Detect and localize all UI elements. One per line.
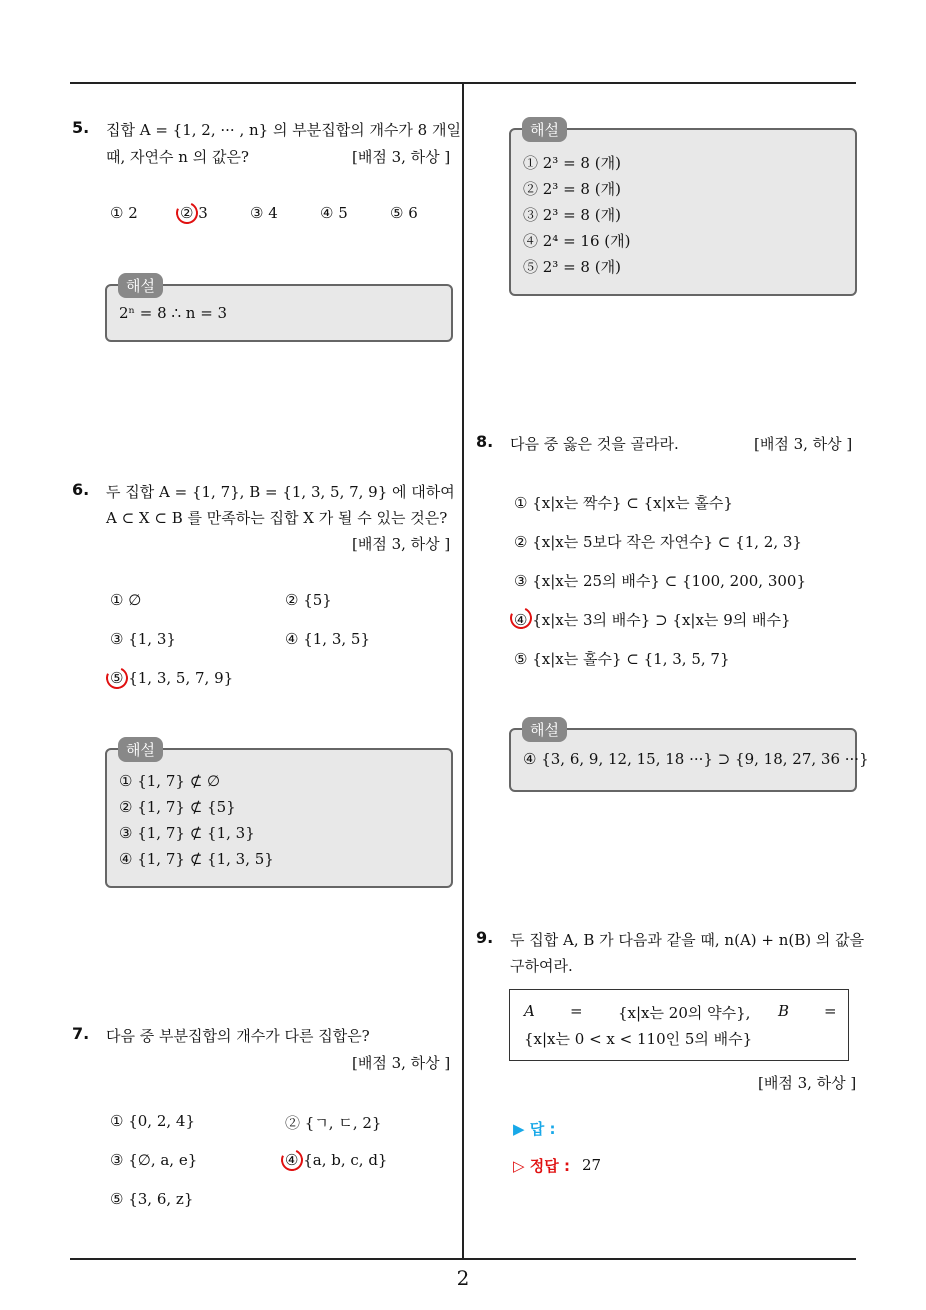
choice-5[interactable]: ⑤ {3, 6, z} — [110, 1190, 194, 1208]
solution-line: ② {1, 7} ⊄ {5} — [119, 798, 236, 816]
score-meta: [배점 3, 하상 ] — [352, 535, 451, 553]
question-text: 다음 중 옳은 것을 골라라. — [510, 435, 679, 453]
set-a-definition: {x|x는 20의 약수}, — [618, 1004, 751, 1022]
solution-line: ④ {3, 6, 9, 12, 15, 18 ···} ⊃ {9, 18, 27, 36 ···} — [523, 750, 869, 768]
question-text: 집합 A = {1, 2, ··· , n} 의 부분집합의 개수가 8 개일 — [106, 121, 461, 139]
solution-line: 2ⁿ = 8 ∴ n = 3 — [119, 304, 228, 322]
solution-line: ③ 2³ = 8 (개) — [523, 206, 621, 224]
choice-2[interactable]: ② 3 — [180, 204, 208, 222]
equals-sign: = — [570, 1002, 583, 1020]
solution-line: ③ {1, 7} ⊄ {1, 3} — [119, 824, 255, 842]
correct-answer-label: ▷ 정답 : — [513, 1157, 570, 1175]
choice-2[interactable]: ② {x|x는 5보다 작은 자연수} ⊂ {1, 2, 3} — [514, 533, 802, 551]
solution-tag: 해설 — [522, 117, 567, 142]
choice-4[interactable]: ④ 5 — [320, 204, 348, 222]
question-number: 7. — [72, 1024, 90, 1043]
set-a-name: A — [524, 1002, 535, 1020]
choice-3[interactable]: ③ 4 — [250, 204, 278, 222]
question-number: 6. — [72, 480, 90, 499]
choice-4[interactable]: ④ {1, 3, 5} — [285, 630, 371, 648]
question-number: 5. — [72, 118, 90, 137]
solution-box — [105, 748, 453, 888]
choice-1[interactable]: ① {x|x는 짝수} ⊂ {x|x는 홀수} — [514, 494, 733, 512]
equals-sign: = — [824, 1002, 837, 1020]
solution-tag: 해설 — [118, 273, 163, 298]
question-number: 8. — [476, 432, 494, 451]
column-divider — [462, 83, 464, 1260]
definition-box — [509, 989, 849, 1061]
solution-line: ② 2³ = 8 (개) — [523, 180, 621, 198]
score-meta: [배점 3, 하상 ] — [352, 148, 451, 166]
choice-5[interactable]: ⑤ {x|x는 홀수} ⊂ {1, 3, 5, 7} — [514, 650, 730, 668]
question-text: 때, 자연수 n 의 값은? — [106, 148, 249, 166]
choice-3[interactable]: ③ {x|x는 25의 배수} ⊂ {100, 200, 300} — [514, 572, 807, 590]
correct-answer-value: 27 — [582, 1156, 602, 1174]
question-number: 9. — [476, 928, 494, 947]
choice-2[interactable]: ② {ㄱ, ㄷ, 2} — [285, 1114, 382, 1132]
solution-tag: 해설 — [522, 717, 567, 742]
score-meta: [배점 3, 하상 ] — [758, 1074, 857, 1092]
choice-3[interactable]: ③ {1, 3} — [110, 630, 176, 648]
question-text: 두 집합 A = {1, 7}, B = {1, 3, 5, 7, 9} 에 대하여 — [106, 483, 455, 501]
set-b-name: B — [778, 1002, 790, 1020]
score-meta: [배점 3, 하상 ] — [352, 1054, 451, 1072]
solution-line: ① {1, 7} ⊄ ∅ — [119, 772, 221, 790]
answer-label: ▶ 답 : — [513, 1120, 556, 1138]
choice-5[interactable]: ⑤ 6 — [390, 204, 418, 222]
solution-line: ① 2³ = 8 (개) — [523, 154, 621, 172]
page-number: 2 — [456, 1266, 470, 1290]
choice-1[interactable]: ① {0, 2, 4} — [110, 1112, 196, 1130]
choice-5[interactable]: ⑤ {1, 3, 5, 7, 9} — [110, 669, 234, 687]
choice-4[interactable]: ④ {x|x는 3의 배수} ⊃ {x|x는 9의 배수} — [514, 611, 791, 629]
solution-line: ④ {1, 7} ⊄ {1, 3, 5} — [119, 850, 274, 868]
choice-4[interactable]: ④ {a, b, c, d} — [285, 1151, 388, 1169]
solution-tag: 해설 — [118, 737, 163, 762]
question-text: 다음 중 부분집합의 개수가 다른 집합은? — [106, 1027, 370, 1045]
choice-3[interactable]: ③ {∅, a, e} — [110, 1151, 198, 1169]
choice-1[interactable]: ① 2 — [110, 204, 138, 222]
choice-1[interactable]: ① ∅ — [110, 591, 142, 609]
solution-box — [509, 128, 857, 296]
choice-2[interactable]: ② {5} — [285, 591, 332, 609]
question-text: 구하여라. — [510, 957, 573, 975]
solution-line: ④ 2⁴ = 16 (개) — [523, 232, 631, 250]
score-meta: [배점 3, 하상 ] — [754, 435, 853, 453]
set-b-definition: {x|x는 0 < x < 110인 5의 배수} — [524, 1030, 753, 1048]
solution-line: ⑤ 2³ = 8 (개) — [523, 258, 621, 276]
question-text: A ⊂ X ⊂ B 를 만족하는 집합 X 가 될 수 있는 것은? — [106, 509, 448, 527]
question-text: 두 집합 A, B 가 다음과 같을 때, n(A) + n(B) 의 값을 — [510, 931, 865, 949]
